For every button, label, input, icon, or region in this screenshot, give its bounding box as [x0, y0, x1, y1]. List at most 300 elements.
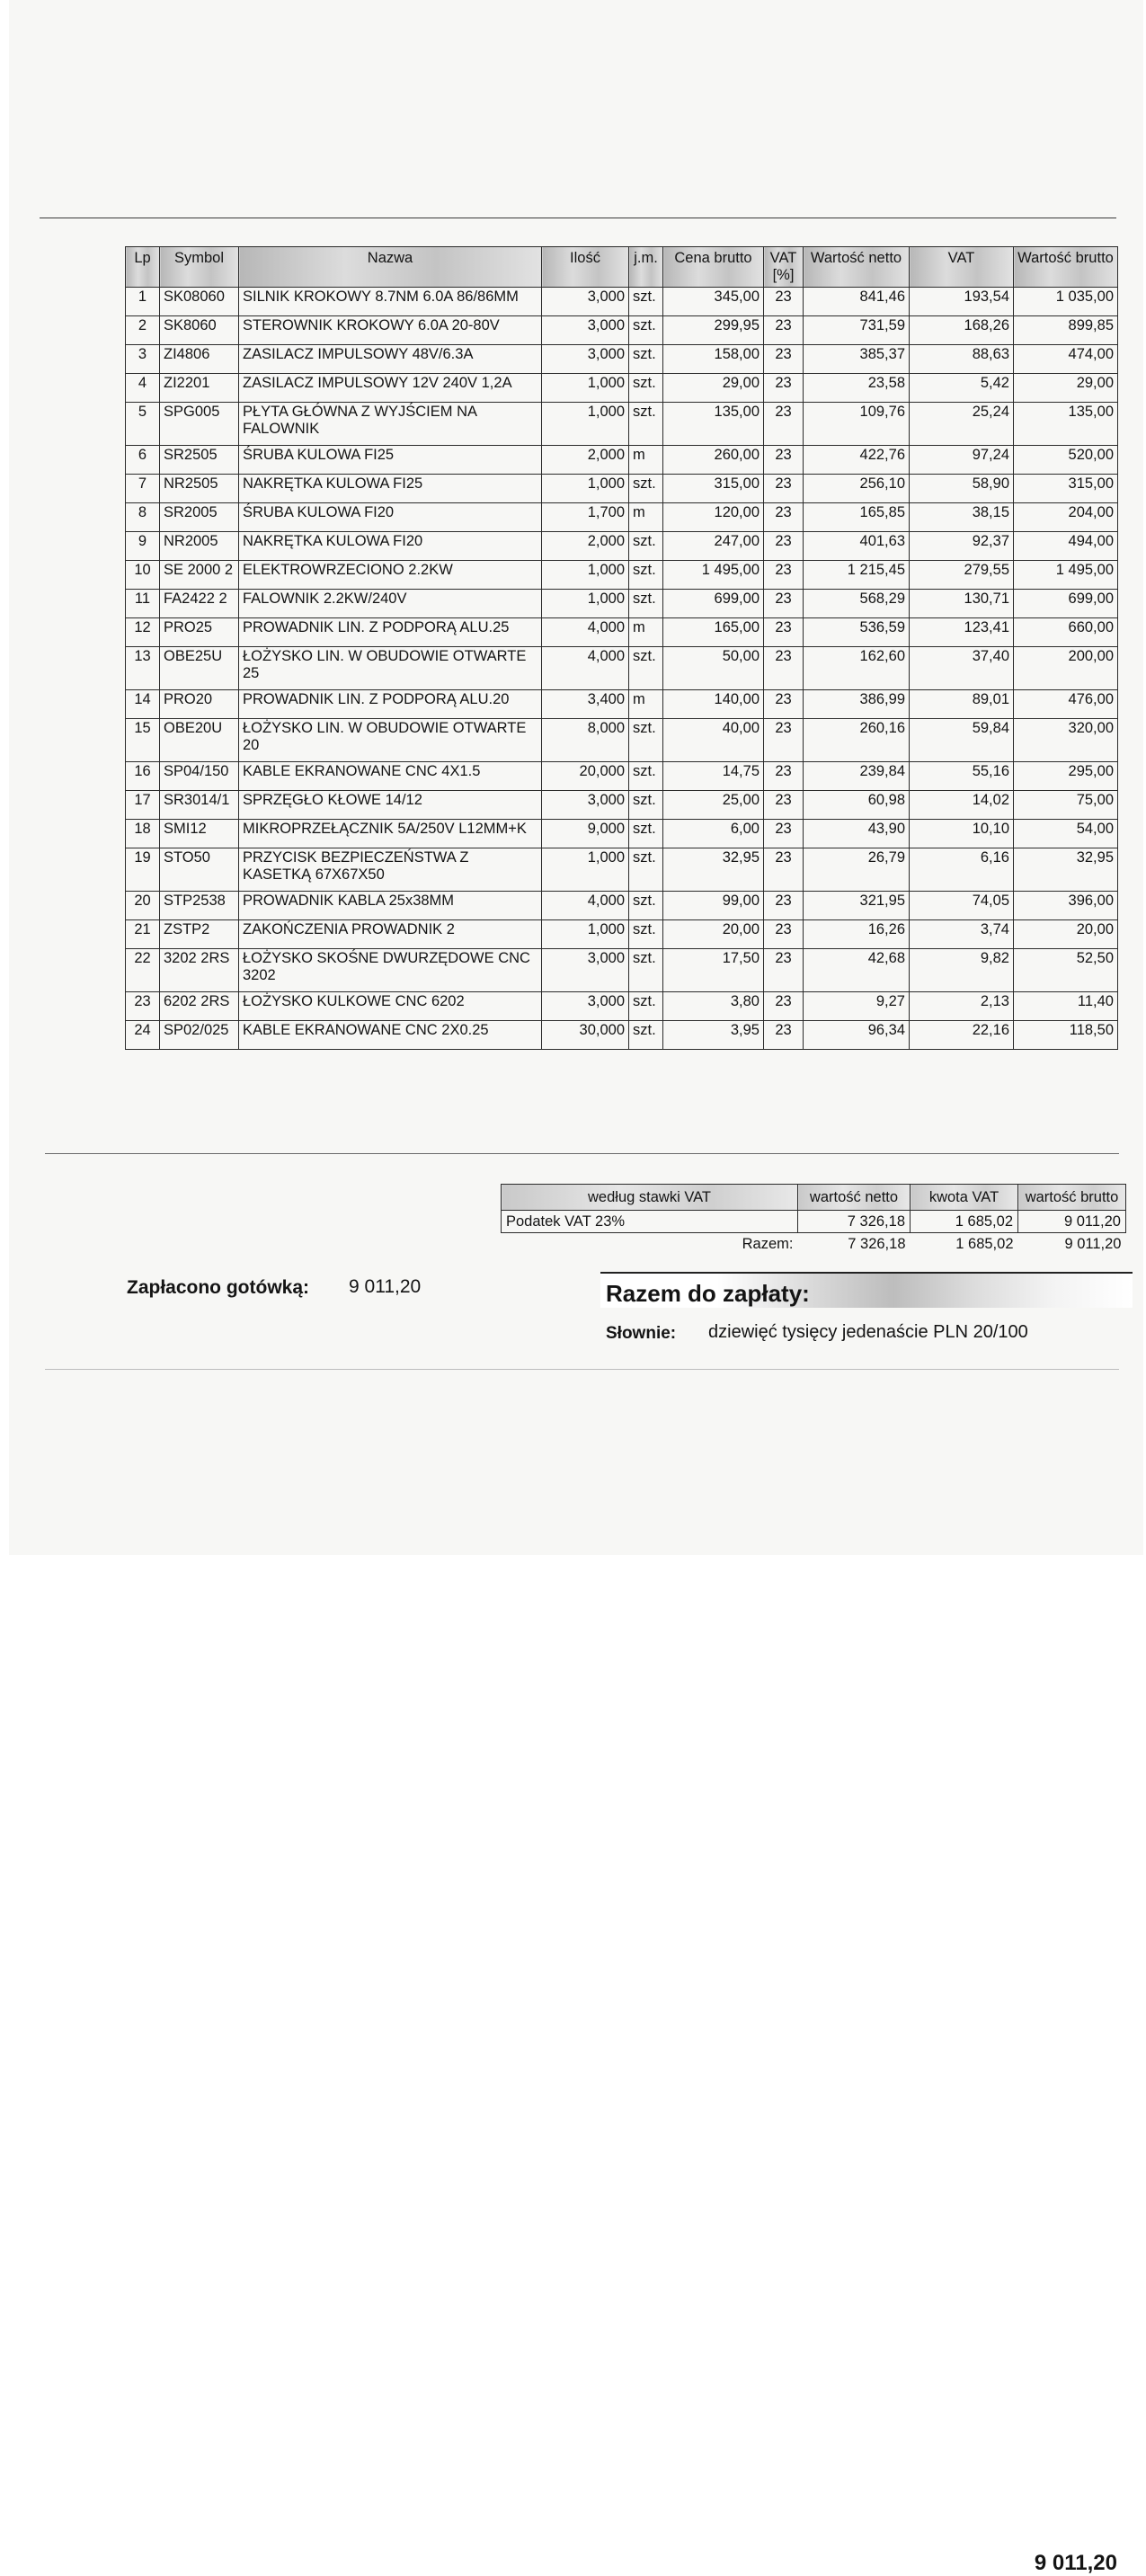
row-unit: szt. [629, 288, 663, 316]
row-vat-rate: 23 [764, 532, 804, 561]
row-vat-amount: 97,24 [910, 446, 1014, 475]
vat-rate-label: Podatek VAT 23% [502, 1211, 798, 1233]
row-price-gross: 32,95 [663, 848, 764, 892]
row-lp: 12 [126, 618, 160, 647]
row-quantity: 1,000 [542, 590, 629, 618]
row-unit: m [629, 690, 663, 719]
row-quantity: 1,700 [542, 503, 629, 532]
row-name: KABLE EKRANOWANE CNC 4X1.5 [239, 762, 542, 791]
row-quantity: 1,000 [542, 848, 629, 892]
row-net-value: 731,59 [804, 316, 910, 345]
row-gross-value: 1 495,00 [1014, 561, 1118, 590]
amount-due-value: 9 011,20 [1034, 2551, 1117, 2575]
row-symbol: OBE25U [160, 647, 239, 690]
row-price-gross: 3,80 [663, 992, 764, 1021]
row-symbol: NR2505 [160, 475, 239, 503]
row-lp: 11 [126, 590, 160, 618]
header-ilosc: Ilość [542, 247, 629, 288]
row-net-value: 401,63 [804, 532, 910, 561]
table-row [126, 992, 1118, 1021]
row-symbol: SR3014/1 [160, 791, 239, 820]
row-lp: 16 [126, 762, 160, 791]
row-unit: szt. [629, 920, 663, 949]
row-price-gross: 345,00 [663, 288, 764, 316]
row-unit: szt. [629, 647, 663, 690]
row-gross-value: 52,50 [1014, 949, 1118, 992]
row-symbol: SE 2000 2 [160, 561, 239, 590]
row-price-gross: 299,95 [663, 316, 764, 345]
row-net-value: 60,98 [804, 791, 910, 820]
row-name: ŚRUBA KULOWA FI25 [239, 446, 542, 475]
row-gross-value: 494,00 [1014, 532, 1118, 561]
row-quantity: 3,000 [542, 288, 629, 316]
header-cena-brutto: Cena brutto [663, 247, 764, 288]
row-net-value: 321,95 [804, 892, 910, 920]
row-price-gross: 17,50 [663, 949, 764, 992]
row-name: ŁOŻYSKO LIN. W OBUDOWIE OTWARTE 20 [239, 719, 542, 762]
row-name: ZAKOŃCZENIA PROWADNIK 2 [239, 920, 542, 949]
row-symbol: SK8060 [160, 316, 239, 345]
row-unit: szt. [629, 820, 663, 848]
row-vat-rate: 23 [764, 719, 804, 762]
row-unit: szt. [629, 590, 663, 618]
row-vat-amount: 37,40 [910, 647, 1014, 690]
vat-header-rate: według stawki VAT [502, 1185, 798, 1211]
row-name: SPRZĘGŁO KŁOWE 14/12 [239, 791, 542, 820]
row-symbol: SPG005 [160, 403, 239, 446]
row-quantity: 4,000 [542, 892, 629, 920]
row-name: NAKRĘTKA KULOWA FI25 [239, 475, 542, 503]
row-lp: 18 [126, 820, 160, 848]
vat-header-kwota: kwota VAT [911, 1185, 1018, 1211]
header-vat-amount: VAT [910, 247, 1014, 288]
row-symbol: OBE20U [160, 719, 239, 762]
row-gross-value: 1 035,00 [1014, 288, 1118, 316]
amount-in-words-label: Słownie: [606, 1324, 677, 1343]
row-quantity: 9,000 [542, 820, 629, 848]
header-vat-rate: VAT [%] [764, 247, 804, 288]
row-vat-amount: 9,82 [910, 949, 1014, 992]
row-name: PROWADNIK KABLA 25x38MM [239, 892, 542, 920]
row-net-value: 256,10 [804, 475, 910, 503]
row-net-value: 386,99 [804, 690, 910, 719]
table-row [126, 791, 1118, 820]
row-gross-value: 315,00 [1014, 475, 1118, 503]
row-net-value: 260,16 [804, 719, 910, 762]
row-unit: szt. [629, 403, 663, 446]
row-vat-amount: 88,63 [910, 345, 1014, 374]
row-vat-amount: 2,13 [910, 992, 1014, 1021]
vat-netto: 7 326,18 [798, 1211, 911, 1233]
row-net-value: 96,34 [804, 1021, 910, 1050]
row-name: PRZYCISK BEZPIECZEŃSTWA Z KASETKĄ 67X67X50 [239, 848, 542, 892]
row-quantity: 1,000 [542, 475, 629, 503]
row-vat-rate: 23 [764, 475, 804, 503]
row-lp: 22 [126, 949, 160, 992]
table-row [126, 374, 1118, 403]
row-vat-rate: 23 [764, 374, 804, 403]
row-gross-value: 29,00 [1014, 374, 1118, 403]
row-net-value: 43,90 [804, 820, 910, 848]
row-lp: 15 [126, 719, 160, 762]
row-quantity: 4,000 [542, 618, 629, 647]
row-lp: 4 [126, 374, 160, 403]
row-price-gross: 3,95 [663, 1021, 764, 1050]
row-price-gross: 20,00 [663, 920, 764, 949]
row-quantity: 3,000 [542, 992, 629, 1021]
row-lp: 20 [126, 892, 160, 920]
row-lp: 2 [126, 316, 160, 345]
row-price-gross: 247,00 [663, 532, 764, 561]
row-net-value: 16,26 [804, 920, 910, 949]
row-unit: m [629, 618, 663, 647]
row-net-value: 23,58 [804, 374, 910, 403]
row-lp: 8 [126, 503, 160, 532]
row-price-gross: 315,00 [663, 475, 764, 503]
row-vat-amount: 59,84 [910, 719, 1014, 762]
table-row [126, 316, 1118, 345]
row-price-gross: 260,00 [663, 446, 764, 475]
row-net-value: 239,84 [804, 762, 910, 791]
row-price-gross: 50,00 [663, 647, 764, 690]
row-quantity: 8,000 [542, 719, 629, 762]
row-lp: 17 [126, 791, 160, 820]
row-vat-rate: 23 [764, 446, 804, 475]
row-gross-value: 54,00 [1014, 820, 1118, 848]
row-symbol: ZSTP2 [160, 920, 239, 949]
row-symbol: SP04/150 [160, 762, 239, 791]
paid-cash-value: 9 011,20 [349, 1276, 422, 1297]
row-gross-value: 660,00 [1014, 618, 1118, 647]
row-net-value: 1 215,45 [804, 561, 910, 590]
row-vat-rate: 23 [764, 920, 804, 949]
row-gross-value: 474,00 [1014, 345, 1118, 374]
row-name: PROWADNIK LIN. Z PODPORĄ ALU.25 [239, 618, 542, 647]
row-vat-rate: 23 [764, 618, 804, 647]
row-symbol: PRO20 [160, 690, 239, 719]
row-unit: szt. [629, 791, 663, 820]
table-row [126, 690, 1118, 719]
row-unit: szt. [629, 762, 663, 791]
table-row [126, 532, 1118, 561]
row-lp: 7 [126, 475, 160, 503]
row-name: ZASILACZ IMPULSOWY 12V 240V 1,2A [239, 374, 542, 403]
row-name: SILNIK KROKOWY 8.7NM 6.0A 86/86MM [239, 288, 542, 316]
row-unit: szt. [629, 345, 663, 374]
row-quantity: 3,400 [542, 690, 629, 719]
row-vat-rate: 23 [764, 647, 804, 690]
table-row [126, 446, 1118, 475]
row-vat-amount: 5,42 [910, 374, 1014, 403]
row-gross-value: 204,00 [1014, 503, 1118, 532]
row-price-gross: 699,00 [663, 590, 764, 618]
table-row [126, 892, 1118, 920]
row-lp: 10 [126, 561, 160, 590]
row-symbol: PRO25 [160, 618, 239, 647]
row-symbol: FA2422 2 [160, 590, 239, 618]
vat-summary-header [502, 1185, 1126, 1211]
table-row [126, 590, 1118, 618]
vat-header-netto: wartość netto [798, 1185, 911, 1211]
row-vat-rate: 23 [764, 345, 804, 374]
row-price-gross: 6,00 [663, 820, 764, 848]
row-vat-amount: 25,24 [910, 403, 1014, 446]
row-price-gross: 1 495,00 [663, 561, 764, 590]
row-symbol: STP2538 [160, 892, 239, 920]
bottom-rule [45, 1369, 1119, 1370]
row-unit: m [629, 503, 663, 532]
row-vat-rate: 23 [764, 503, 804, 532]
table-row [126, 762, 1118, 791]
row-gross-value: 899,85 [1014, 316, 1118, 345]
table-row [126, 920, 1118, 949]
row-quantity: 3,000 [542, 791, 629, 820]
row-price-gross: 29,00 [663, 374, 764, 403]
row-unit: szt. [629, 949, 663, 992]
row-name: KABLE EKRANOWANE CNC 2X0.25 [239, 1021, 542, 1050]
amount-due-label: Razem do zapłaty: [606, 1280, 810, 1307]
row-quantity: 1,000 [542, 403, 629, 446]
table-row [126, 647, 1118, 690]
row-vat-amount: 279,55 [910, 561, 1014, 590]
row-lp: 24 [126, 1021, 160, 1050]
invoice-items-table [125, 246, 1118, 1050]
row-price-gross: 14,75 [663, 762, 764, 791]
row-quantity: 1,000 [542, 374, 629, 403]
row-vat-amount: 58,90 [910, 475, 1014, 503]
row-symbol: ZI4806 [160, 345, 239, 374]
row-price-gross: 99,00 [663, 892, 764, 920]
row-vat-amount: 6,16 [910, 848, 1014, 892]
row-price-gross: 120,00 [663, 503, 764, 532]
row-net-value: 422,76 [804, 446, 910, 475]
row-net-value: 162,60 [804, 647, 910, 690]
row-name: PŁYTA GŁÓWNA Z WYJŚCIEM NA FALOWNIK [239, 403, 542, 446]
row-lp: 9 [126, 532, 160, 561]
row-net-value: 26,79 [804, 848, 910, 892]
row-name: PROWADNIK LIN. Z PODPORĄ ALU.20 [239, 690, 542, 719]
row-gross-value: 476,00 [1014, 690, 1118, 719]
row-lp: 13 [126, 647, 160, 690]
row-vat-amount: 193,54 [910, 288, 1014, 316]
row-unit: szt. [629, 374, 663, 403]
table-row [126, 503, 1118, 532]
row-gross-value: 320,00 [1014, 719, 1118, 762]
row-net-value: 109,76 [804, 403, 910, 446]
row-gross-value: 520,00 [1014, 446, 1118, 475]
row-price-gross: 158,00 [663, 345, 764, 374]
row-vat-rate: 23 [764, 791, 804, 820]
row-vat-rate: 23 [764, 820, 804, 848]
row-gross-value: 135,00 [1014, 403, 1118, 446]
row-vat-amount: 14,02 [910, 791, 1014, 820]
row-gross-value: 396,00 [1014, 892, 1118, 920]
row-net-value: 568,29 [804, 590, 910, 618]
row-gross-value: 295,00 [1014, 762, 1118, 791]
table-row [126, 1021, 1118, 1050]
razem-netto: 7 326,18 [848, 1236, 906, 1252]
row-lp: 6 [126, 446, 160, 475]
row-symbol: 3202 2RS [160, 949, 239, 992]
header-jm: j.m. [629, 247, 663, 288]
vat-summary-table [501, 1184, 1126, 1255]
row-unit: szt. [629, 475, 663, 503]
row-gross-value: 11,40 [1014, 992, 1118, 1021]
row-name: MIKROPRZEŁĄCZNIK 5A/250V L12MM+K [239, 820, 542, 848]
row-vat-rate: 23 [764, 590, 804, 618]
row-lp: 5 [126, 403, 160, 446]
table-row [126, 561, 1118, 590]
row-vat-rate: 23 [764, 561, 804, 590]
row-vat-amount: 55,16 [910, 762, 1014, 791]
row-vat-amount: 10,10 [910, 820, 1014, 848]
row-gross-value: 32,95 [1014, 848, 1118, 892]
row-symbol: ZI2201 [160, 374, 239, 403]
row-unit: m [629, 446, 663, 475]
header-symbol: Symbol [160, 247, 239, 288]
row-vat-amount: 74,05 [910, 892, 1014, 920]
row-unit: szt. [629, 719, 663, 762]
row-symbol: NR2005 [160, 532, 239, 561]
header-wartosc-netto: Wartość netto [804, 247, 910, 288]
row-quantity: 2,000 [542, 532, 629, 561]
row-lp: 19 [126, 848, 160, 892]
row-lp: 3 [126, 345, 160, 374]
row-vat-amount: 89,01 [910, 690, 1014, 719]
razem-kwota: 1 685,02 [955, 1236, 1014, 1252]
row-gross-value: 118,50 [1014, 1021, 1118, 1050]
vat-header-brutto: wartość brutto [1018, 1185, 1126, 1211]
row-unit: szt. [629, 992, 663, 1021]
row-vat-rate: 23 [764, 316, 804, 345]
row-vat-amount: 92,37 [910, 532, 1014, 561]
vat-brutto: 9 011,20 [1018, 1211, 1126, 1233]
table-header-row [126, 247, 1118, 288]
vat-razem-row [502, 1233, 1126, 1256]
row-name: ŚRUBA KULOWA FI20 [239, 503, 542, 532]
row-symbol: SR2505 [160, 446, 239, 475]
row-vat-rate: 23 [764, 762, 804, 791]
row-name: STEROWNIK KROKOWY 6.0A 20-80V [239, 316, 542, 345]
table-row [126, 820, 1118, 848]
row-quantity: 4,000 [542, 647, 629, 690]
row-vat-rate: 23 [764, 848, 804, 892]
row-vat-rate: 23 [764, 403, 804, 446]
row-name: FALOWNIK 2.2KW/240V [239, 590, 542, 618]
row-net-value: 841,46 [804, 288, 910, 316]
row-price-gross: 135,00 [663, 403, 764, 446]
row-quantity: 3,000 [542, 316, 629, 345]
row-gross-value: 699,00 [1014, 590, 1118, 618]
row-gross-value: 20,00 [1014, 920, 1118, 949]
row-vat-rate: 23 [764, 1021, 804, 1050]
row-vat-rate: 23 [764, 690, 804, 719]
row-symbol: SK08060 [160, 288, 239, 316]
row-net-value: 385,37 [804, 345, 910, 374]
table-row [126, 288, 1118, 316]
table-row [126, 345, 1118, 374]
amount-in-words-value: dziewięć tysięcy jedenaście PLN 20/100 [708, 1322, 1028, 1342]
table-row [126, 949, 1118, 992]
row-unit: szt. [629, 316, 663, 345]
row-symbol: SR2005 [160, 503, 239, 532]
row-price-gross: 25,00 [663, 791, 764, 820]
row-quantity: 1,000 [542, 561, 629, 590]
row-net-value: 536,59 [804, 618, 910, 647]
table-row [126, 719, 1118, 762]
row-lp: 23 [126, 992, 160, 1021]
header-nazwa: Nazwa [239, 247, 542, 288]
row-vat-amount: 38,15 [910, 503, 1014, 532]
row-unit: szt. [629, 561, 663, 590]
table-row [126, 848, 1118, 892]
row-vat-amount: 3,74 [910, 920, 1014, 949]
row-quantity: 20,000 [542, 762, 629, 791]
row-symbol: STO50 [160, 848, 239, 892]
row-net-value: 9,27 [804, 992, 910, 1021]
row-vat-rate: 23 [764, 288, 804, 316]
row-net-value: 42,68 [804, 949, 910, 992]
table-row [126, 475, 1118, 503]
vat-summary-row [502, 1211, 1126, 1233]
row-symbol: 6202 2RS [160, 992, 239, 1021]
razem-label: Razem: [742, 1236, 794, 1252]
row-quantity: 1,000 [542, 920, 629, 949]
row-unit: szt. [629, 532, 663, 561]
row-vat-amount: 22,16 [910, 1021, 1014, 1050]
row-quantity: 30,000 [542, 1021, 629, 1050]
row-name: ZASILACZ IMPULSOWY 48V/6.3A [239, 345, 542, 374]
row-name: ŁOŻYSKO SKOŚNE DWURZĘDOWE CNC 3202 [239, 949, 542, 992]
row-name: ŁOŻYSKO KULKOWE CNC 6202 [239, 992, 542, 1021]
row-price-gross: 140,00 [663, 690, 764, 719]
row-gross-value: 200,00 [1014, 647, 1118, 690]
row-net-value: 165,85 [804, 503, 910, 532]
table-row [126, 618, 1118, 647]
table-row [126, 403, 1118, 446]
row-vat-rate: 23 [764, 892, 804, 920]
row-vat-amount: 168,26 [910, 316, 1014, 345]
row-lp: 21 [126, 920, 160, 949]
row-symbol: SP02/025 [160, 1021, 239, 1050]
paid-cash-label: Zapłacono gotówką: [127, 1277, 310, 1298]
row-name: ŁOŻYSKO LIN. W OBUDOWIE OTWARTE 25 [239, 647, 542, 690]
row-quantity: 3,000 [542, 345, 629, 374]
row-name: NAKRĘTKA KULOWA FI20 [239, 532, 542, 561]
row-unit: szt. [629, 848, 663, 892]
row-quantity: 2,000 [542, 446, 629, 475]
razem-brutto: 9 011,20 [1064, 1236, 1122, 1252]
middle-rule [45, 1153, 1119, 1154]
row-name: ELEKTROWRZECIONO 2.2KW [239, 561, 542, 590]
vat-kwota: 1 685,02 [911, 1211, 1018, 1233]
row-vat-rate: 23 [764, 992, 804, 1021]
row-unit: szt. [629, 1021, 663, 1050]
row-quantity: 3,000 [542, 949, 629, 992]
row-price-gross: 40,00 [663, 719, 764, 762]
row-price-gross: 165,00 [663, 618, 764, 647]
row-vat-amount: 130,71 [910, 590, 1014, 618]
row-symbol: SMI12 [160, 820, 239, 848]
row-vat-rate: 23 [764, 949, 804, 992]
row-lp: 1 [126, 288, 160, 316]
row-unit: szt. [629, 892, 663, 920]
row-gross-value: 75,00 [1014, 791, 1118, 820]
table-body [126, 288, 1118, 1050]
header-lp: Lp [126, 247, 160, 288]
header-wartosc-brutto: Wartość brutto [1014, 247, 1118, 288]
row-lp: 14 [126, 690, 160, 719]
